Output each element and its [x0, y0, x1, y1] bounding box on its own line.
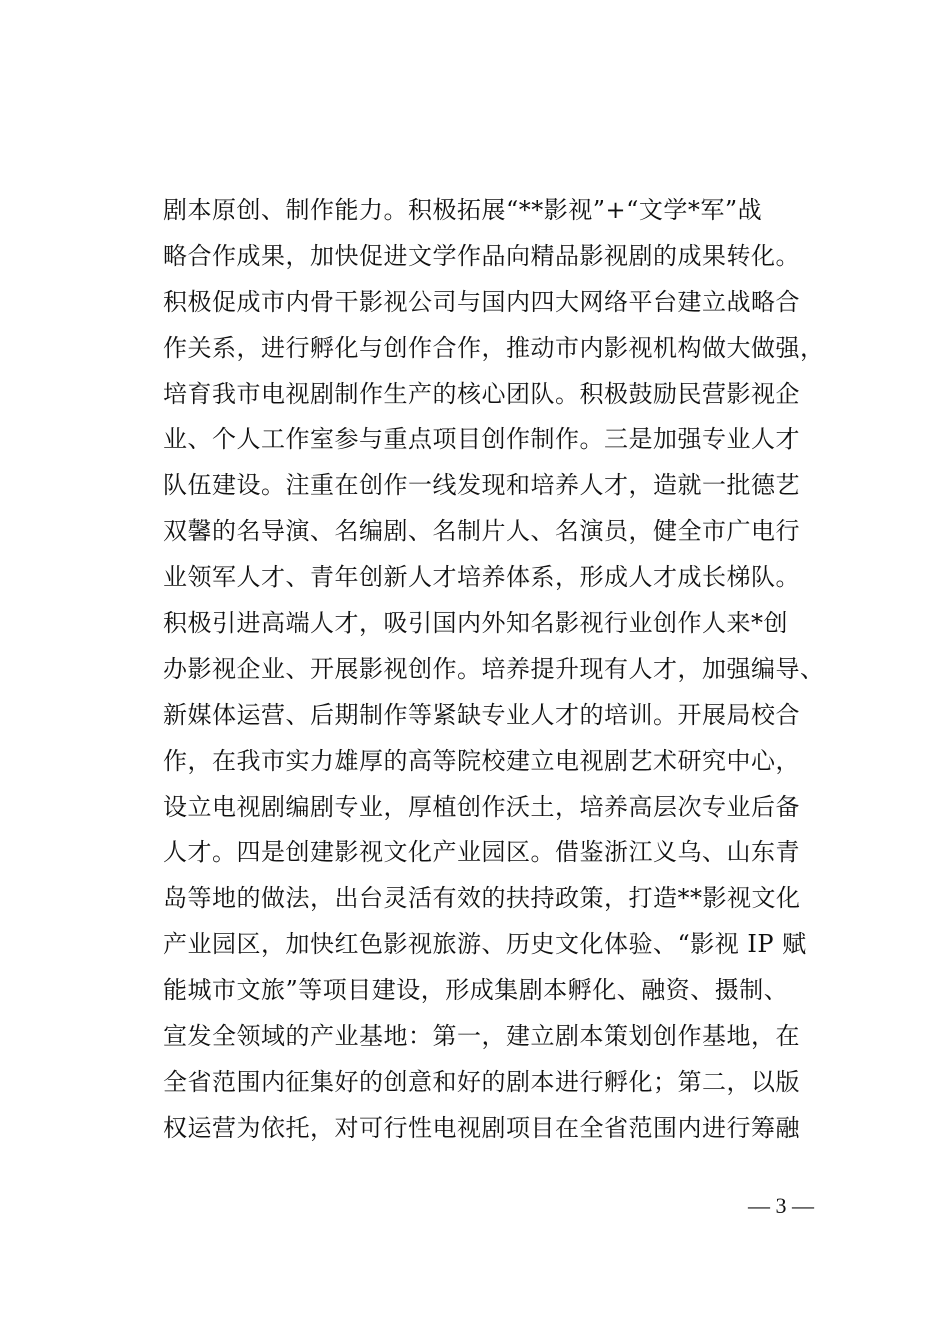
text-line-19: 宣发全领域的产业基地：第一，建立剧本策划创作基地，在	[163, 1022, 800, 1051]
text-line-13: 作，在我市实力雄厚的高等院校建立电视剧艺术研究中心，	[163, 746, 800, 775]
text-line-18: 能城市文旅”等项目建设，形成集剧本孵化、融资、摄制、	[163, 976, 789, 1005]
text-line-15: 人才。四是创建影视文化产业园区。借鉴浙江义乌、山东青	[163, 838, 800, 867]
text-line-7: 队伍建设。注重在创作一线发现和培养人才，造就一批德艺	[163, 471, 800, 500]
text-line-1: 剧本原创、制作能力。积极拓展“**影视”+“文学*军”战	[163, 196, 763, 224]
text-line-4: 作关系，进行孵化与创作合作，推动市内影视机构做大做强，	[163, 333, 825, 362]
text-line-2: 略合作成果，加快促进文学作品向精品影视剧的成果转化。	[163, 241, 800, 270]
text-line-14: 设立电视剧编剧专业，厚植创作沃土，培养高层次专业后备	[163, 792, 800, 821]
text-line-9: 业领军人才、青年创新人才培养体系，形成人才成长梯队。	[163, 563, 800, 592]
text-line-11: 办影视企业、开展影视创作。培养提升现有人才，加强编导、	[163, 654, 825, 683]
text-line-3: 积极促成市内骨干影视公司与国内四大网络平台建立战略合	[163, 287, 800, 316]
page-number: — 3 —	[748, 1193, 814, 1218]
text-line-6: 业、个人工作室参与重点项目创作制作。三是加强专业人才	[163, 425, 800, 454]
text-line-8: 双馨的名导演、名编剧、名制片人、名演员，健全市广电行	[163, 517, 800, 546]
text-line-17: 产业园区，加快红色影视旅游、历史文化体验、“影视 IP 赋	[163, 930, 807, 959]
text-line-21: 权运营为依托，对可行性电视剧项目在全省范围内进行筹融	[163, 1113, 800, 1142]
text-line-16: 岛等地的做法，出台灵活有效的扶持政策，打造**影视文化	[163, 884, 801, 913]
body-text	[163, 188, 843, 1152]
text-line-20: 全省范围内征集好的创意和好的剧本进行孵化；第二，以版	[163, 1067, 800, 1096]
text-line-10: 积极引进高端人才，吸引国内外知名影视行业创作人来*创	[163, 609, 788, 638]
text-line-12: 新媒体运营、后期制作等紧缺专业人才的培训。开展局校合	[163, 700, 800, 729]
text-line-5: 培育我市电视剧制作生产的核心团队。积极鼓励民营影视企	[163, 379, 800, 408]
